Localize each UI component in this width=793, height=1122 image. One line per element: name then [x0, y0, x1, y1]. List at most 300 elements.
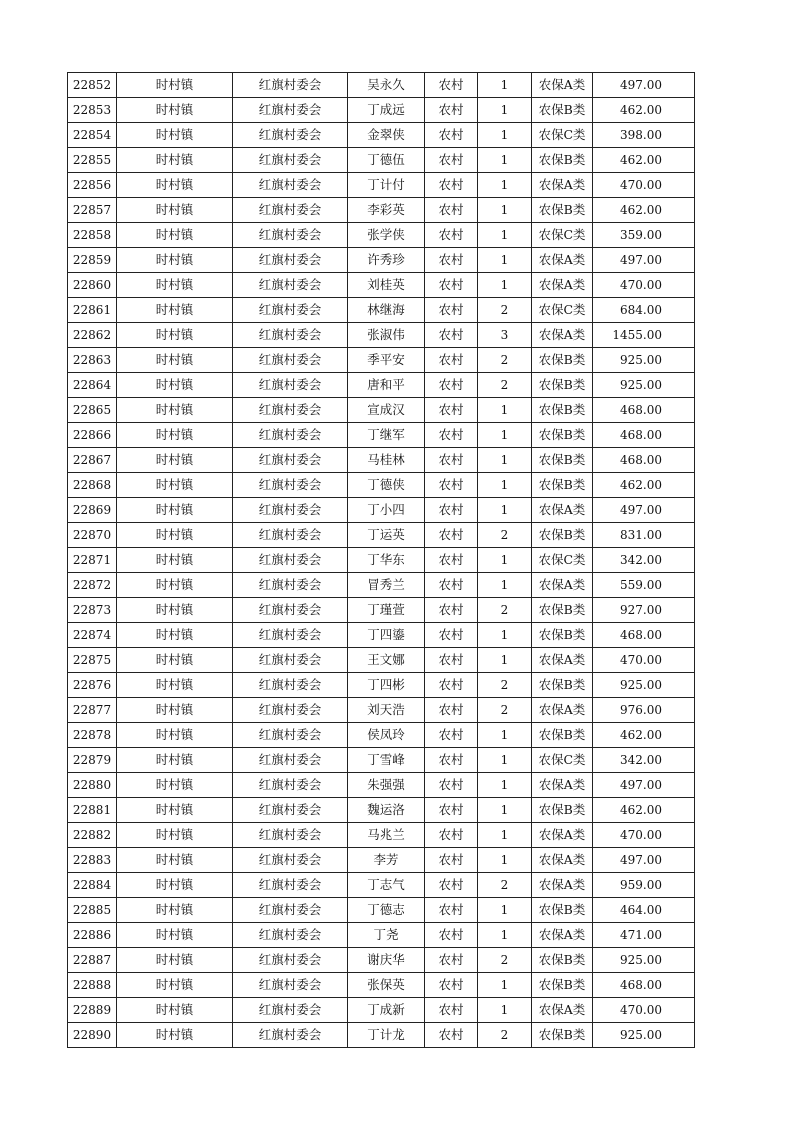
cell-town: 时村镇: [117, 73, 233, 98]
cell-id: 22883: [68, 848, 117, 873]
cell-amount: 468.00: [593, 423, 695, 448]
cell-amount: 470.00: [593, 823, 695, 848]
cell-category: 农保B类: [532, 373, 593, 398]
cell-type: 农村: [425, 548, 478, 573]
cell-name: 张学侠: [348, 223, 425, 248]
cell-town: 时村镇: [117, 223, 233, 248]
table-row: [68, 598, 695, 623]
cell-town: 时村镇: [117, 998, 233, 1023]
cell-amount: 470.00: [593, 273, 695, 298]
table-row: [68, 623, 695, 648]
cell-town: 时村镇: [117, 823, 233, 848]
cell-type: 农村: [425, 773, 478, 798]
cell-category: 农保C类: [532, 123, 593, 148]
cell-id: 22859: [68, 248, 117, 273]
cell-town: 时村镇: [117, 898, 233, 923]
cell-type: 农村: [425, 648, 478, 673]
cell-type: 农村: [425, 698, 478, 723]
cell-id: 22874: [68, 623, 117, 648]
cell-type: 农村: [425, 498, 478, 523]
cell-village: 红旗村委会: [233, 173, 348, 198]
cell-name: 丁计龙: [348, 1023, 425, 1048]
cell-type: 农村: [425, 248, 478, 273]
cell-id: 22856: [68, 173, 117, 198]
cell-name: 林继海: [348, 298, 425, 323]
cell-count: 1: [478, 573, 532, 598]
cell-type: 农村: [425, 748, 478, 773]
cell-id: 22853: [68, 98, 117, 123]
cell-id: 22857: [68, 198, 117, 223]
cell-amount: 497.00: [593, 773, 695, 798]
cell-type: 农村: [425, 273, 478, 298]
cell-category: 农保B类: [532, 673, 593, 698]
cell-village: 红旗村委会: [233, 523, 348, 548]
cell-town: 时村镇: [117, 723, 233, 748]
cell-category: 农保A类: [532, 73, 593, 98]
cell-type: 农村: [425, 598, 478, 623]
cell-town: 时村镇: [117, 698, 233, 723]
cell-count: 2: [478, 873, 532, 898]
cell-town: 时村镇: [117, 948, 233, 973]
cell-amount: 471.00: [593, 923, 695, 948]
cell-category: 农保C类: [532, 548, 593, 573]
cell-village: 红旗村委会: [233, 223, 348, 248]
cell-village: 红旗村委会: [233, 973, 348, 998]
cell-count: 2: [478, 348, 532, 373]
cell-town: 时村镇: [117, 348, 233, 373]
cell-count: 1: [478, 548, 532, 573]
cell-category: 农保B类: [532, 398, 593, 423]
cell-name: 丁计付: [348, 173, 425, 198]
cell-town: 时村镇: [117, 523, 233, 548]
table-row: [68, 998, 695, 1023]
cell-name: 李芳: [348, 848, 425, 873]
cell-category: 农保A类: [532, 323, 593, 348]
cell-village: 红旗村委会: [233, 598, 348, 623]
cell-id: 22876: [68, 673, 117, 698]
cell-type: 农村: [425, 348, 478, 373]
cell-count: 2: [478, 948, 532, 973]
cell-id: 22882: [68, 823, 117, 848]
cell-type: 农村: [425, 623, 478, 648]
cell-village: 红旗村委会: [233, 673, 348, 698]
table-row: [68, 723, 695, 748]
table-row: [68, 573, 695, 598]
cell-amount: 497.00: [593, 498, 695, 523]
cell-amount: 1455.00: [593, 323, 695, 348]
cell-amount: 925.00: [593, 673, 695, 698]
cell-village: 红旗村委会: [233, 123, 348, 148]
cell-village: 红旗村委会: [233, 473, 348, 498]
cell-name: 丁华东: [348, 548, 425, 573]
cell-amount: 462.00: [593, 198, 695, 223]
cell-type: 农村: [425, 148, 478, 173]
cell-name: 张保英: [348, 973, 425, 998]
cell-town: 时村镇: [117, 323, 233, 348]
cell-category: 农保B类: [532, 423, 593, 448]
cell-type: 农村: [425, 948, 478, 973]
table-row: [68, 373, 695, 398]
cell-amount: 359.00: [593, 223, 695, 248]
cell-name: 魏运洛: [348, 798, 425, 823]
cell-village: 红旗村委会: [233, 348, 348, 373]
cell-type: 农村: [425, 798, 478, 823]
cell-count: 2: [478, 373, 532, 398]
cell-category: 农保A类: [532, 248, 593, 273]
table-row: [68, 498, 695, 523]
cell-id: 22858: [68, 223, 117, 248]
cell-count: 3: [478, 323, 532, 348]
cell-id: 22861: [68, 298, 117, 323]
cell-name: 丁成远: [348, 98, 425, 123]
table-row: [68, 648, 695, 673]
cell-town: 时村镇: [117, 573, 233, 598]
cell-name: 丁四鎏: [348, 623, 425, 648]
cell-id: 22889: [68, 998, 117, 1023]
cell-type: 农村: [425, 823, 478, 848]
roster-body: [68, 73, 695, 1048]
cell-id: 22854: [68, 123, 117, 148]
cell-amount: 976.00: [593, 698, 695, 723]
cell-type: 农村: [425, 898, 478, 923]
cell-village: 红旗村委会: [233, 748, 348, 773]
cell-category: 农保B类: [532, 623, 593, 648]
cell-count: 1: [478, 423, 532, 448]
cell-town: 时村镇: [117, 648, 233, 673]
cell-type: 农村: [425, 98, 478, 123]
cell-name: 李彩英: [348, 198, 425, 223]
cell-category: 农保B类: [532, 798, 593, 823]
cell-village: 红旗村委会: [233, 73, 348, 98]
cell-town: 时村镇: [117, 248, 233, 273]
cell-category: 农保B类: [532, 948, 593, 973]
cell-count: 1: [478, 823, 532, 848]
cell-count: 1: [478, 623, 532, 648]
cell-amount: 462.00: [593, 98, 695, 123]
cell-village: 红旗村委会: [233, 948, 348, 973]
cell-id: 22855: [68, 148, 117, 173]
cell-type: 农村: [425, 723, 478, 748]
cell-amount: 342.00: [593, 748, 695, 773]
cell-amount: 468.00: [593, 973, 695, 998]
cell-count: 1: [478, 723, 532, 748]
cell-category: 农保B类: [532, 348, 593, 373]
cell-category: 农保A类: [532, 273, 593, 298]
cell-town: 时村镇: [117, 773, 233, 798]
cell-id: 22871: [68, 548, 117, 573]
cell-amount: 398.00: [593, 123, 695, 148]
cell-category: 农保A类: [532, 698, 593, 723]
cell-count: 1: [478, 798, 532, 823]
cell-town: 时村镇: [117, 373, 233, 398]
cell-type: 农村: [425, 998, 478, 1023]
cell-amount: 462.00: [593, 723, 695, 748]
cell-category: 农保A类: [532, 498, 593, 523]
table-row: [68, 873, 695, 898]
cell-amount: 470.00: [593, 648, 695, 673]
cell-amount: 462.00: [593, 473, 695, 498]
cell-type: 农村: [425, 73, 478, 98]
cell-category: 农保C类: [532, 223, 593, 248]
cell-count: 1: [478, 998, 532, 1023]
cell-type: 农村: [425, 198, 478, 223]
cell-name: 丁雪峰: [348, 748, 425, 773]
cell-count: 1: [478, 398, 532, 423]
cell-category: 农保B类: [532, 148, 593, 173]
cell-name: 刘天浩: [348, 698, 425, 723]
cell-count: 1: [478, 198, 532, 223]
cell-count: 1: [478, 448, 532, 473]
cell-name: 冒秀兰: [348, 573, 425, 598]
cell-type: 农村: [425, 173, 478, 198]
cell-id: 22884: [68, 873, 117, 898]
cell-count: 2: [478, 1023, 532, 1048]
cell-amount: 468.00: [593, 448, 695, 473]
cell-count: 1: [478, 273, 532, 298]
cell-town: 时村镇: [117, 923, 233, 948]
table-row: [68, 98, 695, 123]
cell-id: 22875: [68, 648, 117, 673]
cell-town: 时村镇: [117, 448, 233, 473]
cell-id: 22870: [68, 523, 117, 548]
cell-amount: 927.00: [593, 598, 695, 623]
cell-count: 1: [478, 148, 532, 173]
cell-category: 农保A类: [532, 648, 593, 673]
table-row: [68, 948, 695, 973]
cell-category: 农保B类: [532, 473, 593, 498]
cell-id: 22873: [68, 598, 117, 623]
table-row: [68, 173, 695, 198]
cell-town: 时村镇: [117, 273, 233, 298]
cell-id: 22865: [68, 398, 117, 423]
cell-amount: 462.00: [593, 798, 695, 823]
cell-type: 农村: [425, 473, 478, 498]
cell-category: 农保C类: [532, 748, 593, 773]
cell-count: 2: [478, 298, 532, 323]
cell-count: 1: [478, 98, 532, 123]
cell-village: 红旗村委会: [233, 498, 348, 523]
cell-id: 22886: [68, 923, 117, 948]
cell-name: 马兆兰: [348, 823, 425, 848]
cell-village: 红旗村委会: [233, 723, 348, 748]
cell-id: 22864: [68, 373, 117, 398]
cell-village: 红旗村委会: [233, 198, 348, 223]
table-row: [68, 473, 695, 498]
table-row: [68, 123, 695, 148]
cell-category: 农保B类: [532, 898, 593, 923]
cell-town: 时村镇: [117, 873, 233, 898]
cell-type: 农村: [425, 848, 478, 873]
table-row: [68, 323, 695, 348]
cell-town: 时村镇: [117, 598, 233, 623]
cell-id: 22890: [68, 1023, 117, 1048]
cell-village: 红旗村委会: [233, 823, 348, 848]
cell-name: 丁四彬: [348, 673, 425, 698]
cell-type: 农村: [425, 873, 478, 898]
cell-town: 时村镇: [117, 123, 233, 148]
cell-town: 时村镇: [117, 1023, 233, 1048]
cell-type: 农村: [425, 448, 478, 473]
cell-count: 1: [478, 223, 532, 248]
cell-name: 丁德侠: [348, 473, 425, 498]
cell-id: 22863: [68, 348, 117, 373]
cell-amount: 468.00: [593, 398, 695, 423]
cell-town: 时村镇: [117, 98, 233, 123]
cell-type: 农村: [425, 973, 478, 998]
cell-category: 农保B类: [532, 98, 593, 123]
cell-id: 22869: [68, 498, 117, 523]
cell-count: 1: [478, 898, 532, 923]
cell-village: 红旗村委会: [233, 698, 348, 723]
cell-category: 农保C类: [532, 298, 593, 323]
cell-name: 金翠侠: [348, 123, 425, 148]
cell-amount: 470.00: [593, 998, 695, 1023]
cell-category: 农保B类: [532, 198, 593, 223]
cell-amount: 959.00: [593, 873, 695, 898]
cell-count: 1: [478, 648, 532, 673]
cell-type: 农村: [425, 673, 478, 698]
cell-category: 农保B类: [532, 523, 593, 548]
cell-id: 22888: [68, 973, 117, 998]
cell-id: 22872: [68, 573, 117, 598]
cell-amount: 470.00: [593, 173, 695, 198]
cell-count: 2: [478, 673, 532, 698]
cell-id: 22852: [68, 73, 117, 98]
table-row: [68, 973, 695, 998]
cell-category: 农保B类: [532, 448, 593, 473]
cell-type: 农村: [425, 123, 478, 148]
cell-id: 22877: [68, 698, 117, 723]
table-row: [68, 698, 695, 723]
cell-name: 季平安: [348, 348, 425, 373]
cell-count: 1: [478, 748, 532, 773]
table-row: [68, 198, 695, 223]
table-row: [68, 523, 695, 548]
cell-count: 1: [478, 848, 532, 873]
cell-count: 1: [478, 73, 532, 98]
cell-name: 唐和平: [348, 373, 425, 398]
cell-count: 1: [478, 173, 532, 198]
cell-town: 时村镇: [117, 148, 233, 173]
cell-village: 红旗村委会: [233, 848, 348, 873]
cell-amount: 831.00: [593, 523, 695, 548]
cell-category: 农保A类: [532, 823, 593, 848]
cell-town: 时村镇: [117, 398, 233, 423]
cell-type: 农村: [425, 423, 478, 448]
cell-type: 农村: [425, 323, 478, 348]
cell-name: 张淑伟: [348, 323, 425, 348]
cell-village: 红旗村委会: [233, 648, 348, 673]
cell-amount: 462.00: [593, 148, 695, 173]
cell-category: 农保A类: [532, 873, 593, 898]
cell-type: 农村: [425, 573, 478, 598]
cell-id: 22860: [68, 273, 117, 298]
cell-category: 农保B类: [532, 723, 593, 748]
roster-table: [67, 72, 695, 1048]
cell-town: 时村镇: [117, 798, 233, 823]
cell-name: 谢庆华: [348, 948, 425, 973]
cell-village: 红旗村委会: [233, 773, 348, 798]
cell-category: 农保A类: [532, 923, 593, 948]
cell-village: 红旗村委会: [233, 148, 348, 173]
table-row: [68, 73, 695, 98]
cell-id: 22879: [68, 748, 117, 773]
cell-name: 王文娜: [348, 648, 425, 673]
cell-amount: 925.00: [593, 348, 695, 373]
cell-village: 红旗村委会: [233, 423, 348, 448]
cell-village: 红旗村委会: [233, 298, 348, 323]
cell-name: 丁尧: [348, 923, 425, 948]
cell-id: 22887: [68, 948, 117, 973]
cell-name: 丁继军: [348, 423, 425, 448]
cell-name: 吴永久: [348, 73, 425, 98]
cell-category: 农保B类: [532, 598, 593, 623]
cell-name: 宣成汉: [348, 398, 425, 423]
table-row: [68, 273, 695, 298]
cell-village: 红旗村委会: [233, 623, 348, 648]
cell-village: 红旗村委会: [233, 398, 348, 423]
cell-type: 农村: [425, 923, 478, 948]
cell-type: 农村: [425, 373, 478, 398]
table-row: [68, 848, 695, 873]
cell-id: 22885: [68, 898, 117, 923]
table-row: [68, 773, 695, 798]
cell-town: 时村镇: [117, 673, 233, 698]
cell-count: 1: [478, 498, 532, 523]
table-row: [68, 1023, 695, 1048]
cell-amount: 468.00: [593, 623, 695, 648]
table-row: [68, 898, 695, 923]
cell-type: 农村: [425, 398, 478, 423]
cell-name: 丁德伍: [348, 148, 425, 173]
cell-name: 马桂林: [348, 448, 425, 473]
cell-id: 22867: [68, 448, 117, 473]
cell-count: 2: [478, 598, 532, 623]
cell-count: 2: [478, 523, 532, 548]
cell-name: 朱强强: [348, 773, 425, 798]
table-row: [68, 298, 695, 323]
cell-name: 丁志气: [348, 873, 425, 898]
table-row: [68, 748, 695, 773]
table-row: [68, 823, 695, 848]
cell-town: 时村镇: [117, 423, 233, 448]
cell-id: 22868: [68, 473, 117, 498]
cell-town: 时村镇: [117, 173, 233, 198]
cell-village: 红旗村委会: [233, 323, 348, 348]
cell-amount: 497.00: [593, 73, 695, 98]
cell-amount: 559.00: [593, 573, 695, 598]
table-row: [68, 673, 695, 698]
cell-id: 22880: [68, 773, 117, 798]
cell-count: 1: [478, 923, 532, 948]
cell-count: 1: [478, 773, 532, 798]
cell-type: 农村: [425, 298, 478, 323]
table-row: [68, 798, 695, 823]
cell-name: 侯凤玲: [348, 723, 425, 748]
table-row: [68, 923, 695, 948]
cell-amount: 925.00: [593, 948, 695, 973]
cell-name: 丁成新: [348, 998, 425, 1023]
cell-village: 红旗村委会: [233, 1023, 348, 1048]
cell-category: 农保B类: [532, 1023, 593, 1048]
cell-name: 丁德志: [348, 898, 425, 923]
table-row: [68, 248, 695, 273]
cell-name: 丁运英: [348, 523, 425, 548]
cell-category: 农保A类: [532, 173, 593, 198]
table-row: [68, 448, 695, 473]
table-row: [68, 148, 695, 173]
cell-village: 红旗村委会: [233, 373, 348, 398]
